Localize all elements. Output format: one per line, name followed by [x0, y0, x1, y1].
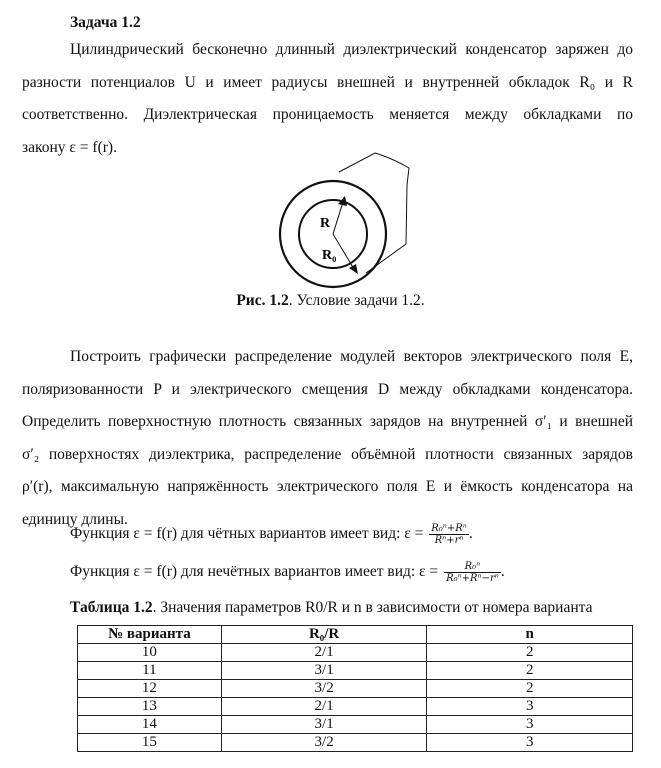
cell-n: 3: [427, 734, 633, 752]
header-ratio: R₀/R: [221, 626, 427, 644]
cell-n: 3: [427, 698, 633, 716]
figure-caption: [0, 292, 661, 310]
cell-ratio: 2/1: [221, 644, 427, 662]
table-header-row: [78, 626, 633, 644]
header-n: n: [427, 626, 633, 644]
capacitor-figure: [270, 150, 430, 290]
function-odd-numerator: R₀ⁿ: [444, 561, 501, 573]
cell-ratio: 3/1: [221, 662, 427, 680]
function-odd-fraction: [444, 561, 501, 584]
function-odd-prefix: Функция ε = f(r) для нечётных вариантов имеет вид: ε =: [70, 563, 439, 581]
cell-n: 2: [427, 662, 633, 680]
assignment-line: σ′₂ поверхностях диэлектрика, распределение объёмной плотности связанных зарядов: [22, 445, 633, 463]
function-even-prefix: Функция ε = f(r) для чётных вариантов имеет вид: ε =: [70, 525, 424, 543]
cell-n: 2: [427, 644, 633, 662]
function-odd-denominator: R₀ⁿ+Rⁿ−rⁿ: [446, 573, 499, 584]
label-r: R: [320, 216, 331, 231]
function-even: Функция ε = f(r) для чётных вариантов имеет вид: ε = $\frac{\text{R₀ⁿ+Rⁿ}}{\text{Rⁿ+rⁿ}}$ .: [70, 523, 473, 546]
assignment-line: поляризованности P и электрического смещения D между обкладками конденсатора.: [22, 380, 633, 398]
table-caption-label: Таблица 1.2: [70, 599, 153, 616]
cell-variant: 10: [78, 644, 222, 662]
function-odd: Функция ε = f(r) для нечётных вариантов имеет вид: ε = $\frac{\text{R₀ⁿ}}{\text{R₀ⁿ+Rⁿ−rⁿ}}$ .: [70, 561, 505, 584]
figure-caption-text: . Условие задачи 1.2.: [288, 292, 425, 309]
table-caption-text: . Значения параметров R0/R и n в зависимости от номера варианта: [152, 599, 593, 616]
cell-ratio: 3/1: [221, 716, 427, 734]
function-even-fraction: [429, 523, 469, 546]
table-row: [78, 680, 633, 698]
intro-line: Цилиндрический бесконечно длинный диэлектрический конденсатор заряжен до: [70, 41, 633, 58]
table-caption: [70, 599, 592, 617]
cell-variant: 12: [78, 680, 222, 698]
intro-line: разности потенциалов U и имеет радиусы внешней и внутренней обкладок R₀ и R: [22, 73, 633, 91]
task-intro: [22, 34, 633, 164]
label-r0: R₀: [322, 248, 337, 263]
variants-table: [77, 625, 633, 752]
function-even-denominator: Rⁿ+rⁿ: [434, 535, 464, 546]
table-row: [78, 662, 633, 680]
figure-caption-label: Рис. 1.2: [236, 292, 289, 309]
task-title: Задача 1.2: [70, 14, 141, 31]
cell-variant: 11: [78, 662, 222, 680]
function-even-numerator: R₀ⁿ+Rⁿ: [431, 523, 467, 534]
cell-ratio: 2/1: [221, 698, 427, 716]
assignment-line: единицу длины.: [22, 510, 128, 528]
cell-variant: 15: [78, 734, 222, 752]
cell-ratio: 3/2: [221, 734, 427, 752]
arrowhead-r0-icon: [349, 264, 358, 274]
assignment-line: Построить графически распределение модулей векторов электрического поля E,: [70, 348, 633, 365]
cell-variant: 14: [78, 716, 222, 734]
cell-n: 3: [427, 716, 633, 734]
table-row: [78, 698, 633, 716]
cell-ratio: 3/2: [221, 680, 427, 698]
table-row: [78, 644, 633, 662]
intro-line: соответственно. Диэлектрическая проницаемость меняется между обкладками по: [22, 106, 633, 123]
assignment-line: ρ′(r), максимальную напряжённость электрического поля E и ёмкость конденсатора на: [22, 478, 633, 495]
assignment-line: Определить поверхностную плотность связанных зарядов на внутренней σ′₁ и внешней: [22, 413, 633, 430]
table-row: [78, 734, 633, 752]
cylinder-outline: [339, 153, 409, 273]
header-variant: № варианта: [78, 626, 222, 644]
radius-r-line: [333, 202, 343, 234]
intro-line: закону ε = f(r).: [22, 138, 117, 156]
cell-variant: 13: [78, 698, 222, 716]
table-row: [78, 716, 633, 734]
assignment-text: [22, 341, 633, 536]
cell-n: 2: [427, 680, 633, 698]
